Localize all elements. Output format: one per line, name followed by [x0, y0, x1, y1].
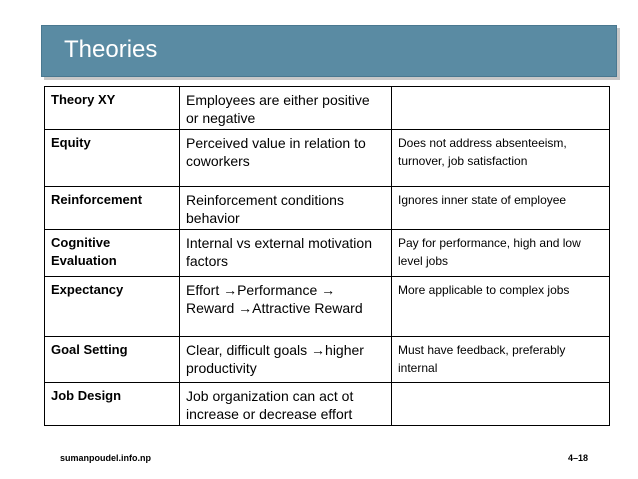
theory-description: Internal vs external motivation factors: [180, 230, 392, 277]
theory-description: Employees are either positive or negative: [180, 87, 392, 130]
theory-note: Must have feedback, preferably internal: [392, 337, 610, 383]
theory-name: Equity: [45, 130, 180, 187]
table-row: [45, 277, 610, 337]
table-row: [45, 187, 610, 230]
theory-note: Pay for performance, high and low level jobs: [392, 230, 610, 277]
theory-name: Goal Setting: [45, 337, 180, 383]
theory-note: [392, 383, 610, 426]
theory-name: Reinforcement: [45, 187, 180, 230]
theory-note: Does not address absenteeism, turnover, job satisfaction: [392, 130, 610, 187]
theory-note: More applicable to complex jobs: [392, 277, 610, 337]
title-bar: [41, 25, 617, 77]
theory-description: Effort →Performance → Reward →Attractive Reward: [180, 277, 392, 337]
theory-name: Cognitive Evaluation: [45, 230, 180, 277]
theory-description: Perceived value in relation to coworkers: [180, 130, 392, 187]
theory-name: Expectancy: [45, 277, 180, 337]
table-row: [45, 87, 610, 130]
page-number: 4–18: [568, 453, 589, 463]
theories-table: [44, 86, 610, 426]
footer-source: sumanpoudel.info.np: [60, 453, 151, 463]
table-row: [45, 230, 610, 277]
theory-description: Job organization can act ot increase or decrease effort: [180, 383, 392, 426]
theory-description: Reinforcement conditions behavior: [180, 187, 392, 230]
table-row: [45, 383, 610, 426]
theory-note: Ignores inner state of employee: [392, 187, 610, 230]
slide-title: Theories: [64, 36, 158, 63]
theory-name: Job Design: [45, 383, 180, 426]
theory-name: Theory XY: [45, 87, 180, 130]
table-row: [45, 337, 610, 383]
theory-description: Clear, difficult goals →higher productivity: [180, 337, 392, 383]
theory-note: [392, 87, 610, 130]
table-row: [45, 130, 610, 187]
